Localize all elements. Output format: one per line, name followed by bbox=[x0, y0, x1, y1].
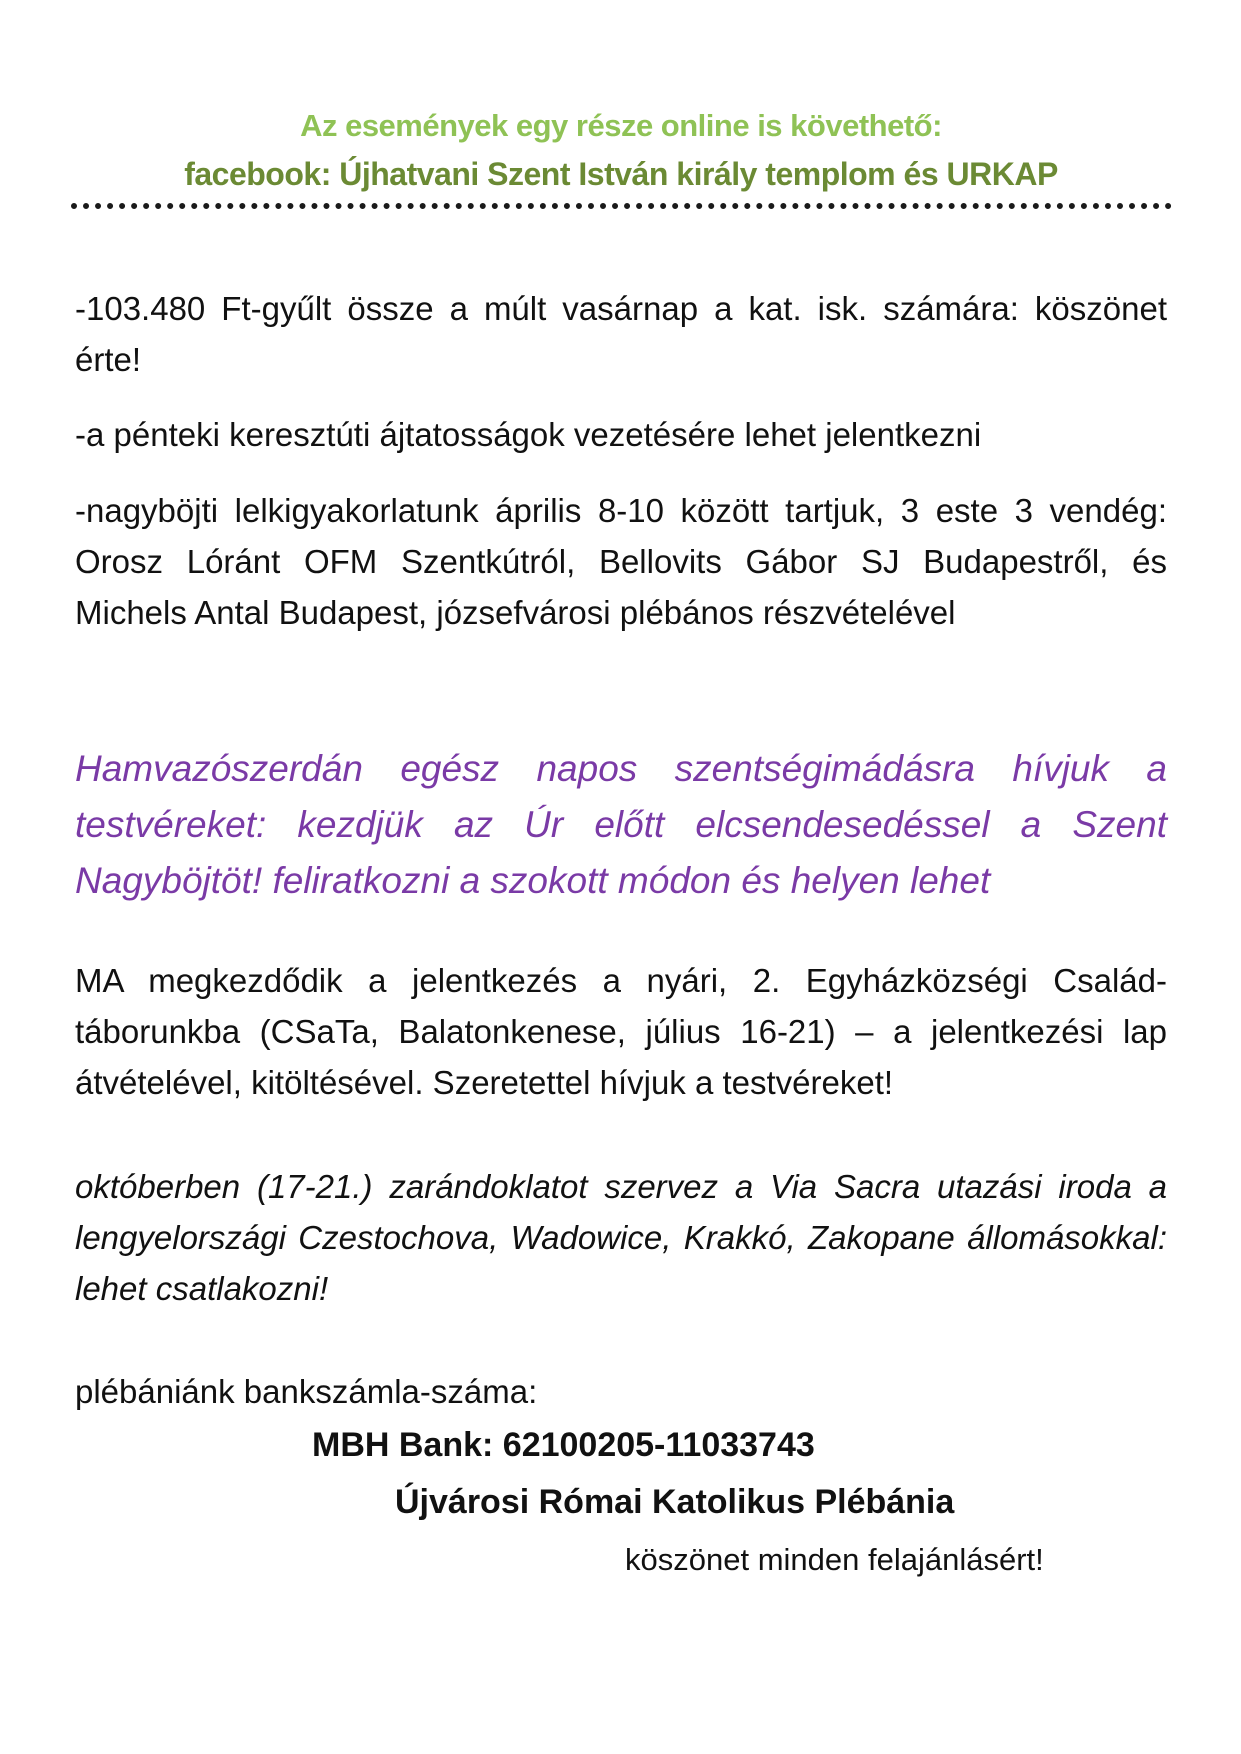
account-holder-name: Újvárosi Római Katolikus Plébánia bbox=[395, 1483, 955, 1521]
facebook-page-heading: facebook: Újhatvani Szent István király templom és URKAP bbox=[184, 156, 1058, 192]
collection-announcement: -103.480 Ft-gyűlt össze a múlt vasárnap a kat. isk. számára: köszönet érte! bbox=[75, 290, 1167, 378]
online-notice-heading: Az események egy része online is követhető: bbox=[300, 108, 942, 143]
donation-thanks: köszönet minden felajánlásért! bbox=[625, 1542, 1044, 1577]
bank-account-label: plébániánk bankszámla-száma: bbox=[75, 1373, 538, 1410]
ash-wednesday-adoration-announcement: Hamvazószerdán egész napos szentségimádásra hívjuk a testvéreket: kezdjük az Úr előtt elcsendesedéssel a Szent Nagyböjtöt! feliratkozni a szokott módon és helyen lehet bbox=[75, 748, 1167, 901]
dotted-divider bbox=[71, 203, 1172, 209]
pilgrimage-announcement: októberben (17-21.) zarándoklatot szervez a Via Sacra utazási iroda a lengyelországi Czestochova, Wadowice, Krakkó, Zakopane állomásokkal: lehet csatlakozni! bbox=[75, 1168, 1167, 1307]
lenten-retreat-announcement: -nagyböjti lelkigyakorlatunk április 8-10 között tartjuk, 3 este 3 vendég: Orosz Lóránt OFM Szentkútról, Bellovits Gábor SJ Budapestről, és Michels Antal Budapest, józsefvárosi plébános részvételével bbox=[75, 492, 1167, 631]
family-camp-announcement: MA megkezdődik a jelentkezés a nyári, 2. Egyházközségi Család-táborunkba (CSaTa, Balatonkenese, július 16-21) – a jelentkezési lap átvételével, kitöltésével. Szeretettel hívjuk a testvéreket! bbox=[75, 962, 1167, 1101]
stations-of-cross-announcement: -a pénteki keresztúti ájtatosságok vezetésére lehet jelentkezni bbox=[75, 416, 982, 453]
bank-account-number: MBH Bank: 62100205-11033743 bbox=[312, 1426, 815, 1464]
